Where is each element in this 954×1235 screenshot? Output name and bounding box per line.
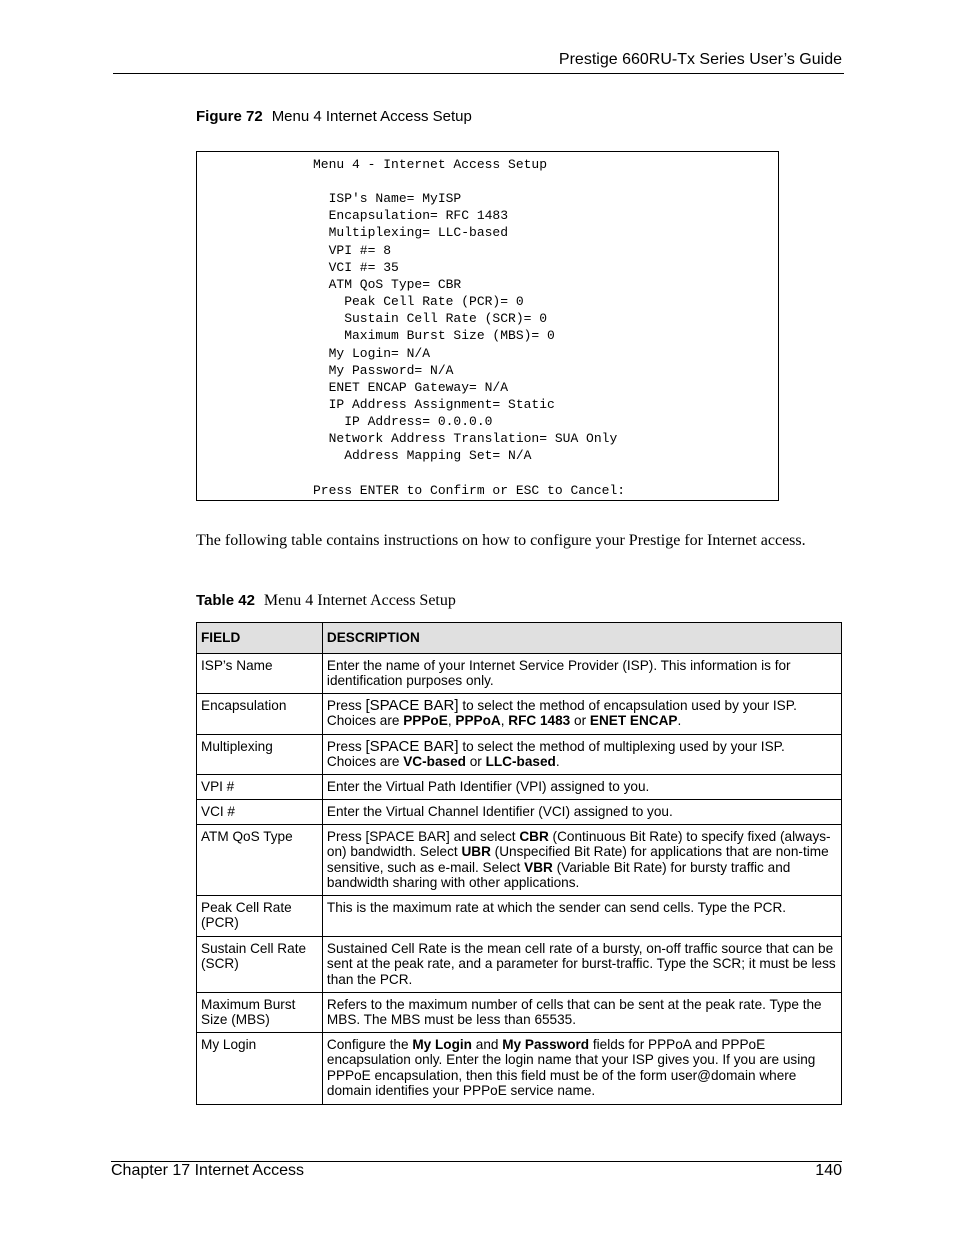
description-cell: Enter the Virtual Path Identifier (VPI) assigned to you. bbox=[322, 774, 841, 799]
field-cell: ISP’s Name bbox=[197, 653, 323, 693]
table-title: Menu 4 Internet Access Setup bbox=[263, 592, 456, 609]
field-cell: Multiplexing bbox=[197, 734, 323, 774]
table-row bbox=[197, 895, 842, 936]
column-header-description: DESCRIPTION bbox=[322, 623, 841, 654]
field-description-table bbox=[196, 622, 842, 1105]
figure-label: Figure 72 bbox=[196, 108, 263, 125]
screen-line: ISP's Name= MyISP bbox=[313, 191, 462, 206]
description-cell: Configure the My Login and My Password fields for PPPoA and PPPoE encapsulation only. Enter the login name that your ISP gives you. If you are using PPPoE encapsulation, then this field must be of the form user@domain where domain identifies your PPPoE service name. bbox=[322, 1032, 841, 1104]
table-caption bbox=[196, 592, 456, 610]
table-row bbox=[197, 734, 842, 774]
description-cell: Sustained Cell Rate is the mean cell rate of a bursty, on-off traffic source that can be sent at the peak rate, and a parameter for burst-traffic. Type the SCR; it must be less than the PCR. bbox=[322, 936, 841, 992]
figure-caption bbox=[196, 108, 472, 125]
table-header-row bbox=[197, 623, 842, 654]
screen-line: Encapsulation= RFC 1483 bbox=[313, 208, 509, 223]
field-cell: Sustain Cell Rate (SCR) bbox=[197, 936, 323, 992]
table-row bbox=[197, 936, 842, 992]
description-cell: This is the maximum rate at which the sender can send cells. Type the PCR. bbox=[322, 895, 841, 936]
field-cell: ATM QoS Type bbox=[197, 824, 323, 895]
description-cell: Press [SPACE BAR] to select the method of multiplexing used by your ISP. Choices are VC-based or LLC-based. bbox=[322, 734, 841, 774]
table-row bbox=[197, 653, 842, 693]
table-row bbox=[197, 774, 842, 799]
description-cell: Refers to the maximum number of cells that can be sent at the peak rate. Type the MBS. The MBS must be less than 65535. bbox=[322, 992, 841, 1032]
column-header-field: FIELD bbox=[197, 623, 323, 654]
screen-line: Peak Cell Rate (PCR)= 0 bbox=[313, 294, 524, 309]
table-row bbox=[197, 693, 842, 734]
screen-line: ATM QoS Type= CBR bbox=[313, 277, 462, 292]
screen-line: Sustain Cell Rate (SCR)= 0 bbox=[313, 311, 548, 326]
screen-line: Address Mapping Set= N/A bbox=[313, 448, 532, 463]
screen-line: ENET ENCAP Gateway= N/A bbox=[313, 380, 509, 395]
screen-line: VCI #= 35 bbox=[313, 260, 399, 275]
field-cell: VPI # bbox=[197, 774, 323, 799]
table-row bbox=[197, 1032, 842, 1104]
terminal-screen bbox=[196, 151, 779, 501]
field-cell: Peak Cell Rate (PCR) bbox=[197, 895, 323, 936]
screen-line: My Login= N/A bbox=[313, 346, 431, 361]
description-cell: Enter the Virtual Channel Identifier (VCI) assigned to you. bbox=[322, 799, 841, 824]
description-cell: Press [SPACE BAR] to select the method of encapsulation used by your ISP. Choices are PPPoE, PPPoA, RFC 1483 or ENET ENCAP. bbox=[322, 693, 841, 734]
table-label: Table 42 bbox=[196, 592, 255, 609]
page-number: 140 bbox=[815, 1162, 842, 1179]
field-cell: Maximum Burst Size (MBS) bbox=[197, 992, 323, 1032]
table-row bbox=[197, 824, 842, 895]
field-cell: My Login bbox=[197, 1032, 323, 1104]
screen-line: Multiplexing= LLC-based bbox=[313, 225, 509, 240]
screen-line: IP Address= 0.0.0.0 bbox=[313, 414, 493, 429]
description-cell: Enter the name of your Internet Service Provider (ISP). This information is for identification purposes only. bbox=[322, 653, 841, 693]
footer-chapter: Chapter 17 Internet Access bbox=[111, 1162, 304, 1179]
intro-paragraph: The following table contains instructions on how to configure your Prestige for Internet access. bbox=[196, 532, 806, 549]
screen-line: IP Address Assignment= Static bbox=[313, 397, 555, 412]
screen-line: Maximum Burst Size (MBS)= 0 bbox=[313, 328, 555, 343]
screen-line: Menu 4 - Internet Access Setup bbox=[313, 157, 548, 172]
running-header: Prestige 660RU-Tx Series User’s Guide bbox=[558, 51, 842, 68]
screen-line: Press ENTER to Confirm or ESC to Cancel: bbox=[313, 483, 626, 498]
table-row bbox=[197, 799, 842, 824]
field-cell: Encapsulation bbox=[197, 693, 323, 734]
description-cell: Press [SPACE BAR] and select CBR (Continuous Bit Rate) to specify fixed (always-on) bandwidth. Select UBR (Unspecified Bit Rate) for applications that are non-time sensitive, such as e-mail. Select VBR (Variable Bit Rate) for bursty traffic and bandwidth sharing with other applications. bbox=[322, 824, 841, 895]
table-row bbox=[197, 992, 842, 1032]
screen-line: VPI #= 8 bbox=[313, 243, 392, 258]
screen-line: My Password= N/A bbox=[313, 363, 454, 378]
screen-line: Network Address Translation= SUA Only bbox=[313, 431, 618, 446]
field-cell: VCI # bbox=[197, 799, 323, 824]
figure-title: Menu 4 Internet Access Setup bbox=[271, 108, 472, 125]
header-rule bbox=[113, 73, 844, 74]
